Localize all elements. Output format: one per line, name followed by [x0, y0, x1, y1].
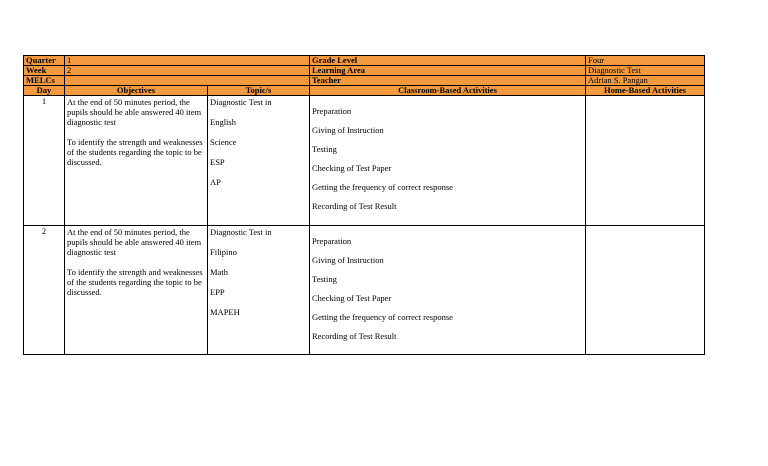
header-row-week — [24, 66, 705, 76]
objective-text: To identify the strength and weaknesses of the students regarding the topic to be discussed. — [67, 267, 203, 297]
day-number: 2 — [24, 226, 65, 355]
activity-item: Preparation — [312, 236, 352, 246]
activity-item: Testing — [312, 274, 337, 284]
topic-item: Diagnostic Test in — [210, 97, 272, 107]
topic-item: ESP — [210, 157, 225, 167]
quarter-label: Quarter — [24, 56, 65, 66]
topic-item: MAPEH — [210, 307, 240, 317]
table-row — [24, 226, 705, 355]
teacher-value: Adrian S. Pangan — [586, 76, 705, 86]
activity-item: Preparation — [312, 106, 352, 116]
activity-item: Recording of Test Result — [312, 201, 397, 211]
activity-item: Giving of Instruction — [312, 125, 384, 135]
learning-area-value: Diagnostic Test — [586, 66, 705, 76]
topics-cell — [208, 96, 310, 226]
column-header-day: Day — [24, 86, 65, 96]
column-header-topics: Topic/s — [208, 86, 310, 96]
topic-item: Filipino — [210, 247, 237, 257]
melcs-value — [65, 76, 310, 86]
column-header-classroom-activities: Classroom-Based Activities — [310, 86, 586, 96]
classroom-activities-cell — [310, 226, 586, 355]
column-header-objectives: Objectives — [65, 86, 208, 96]
melcs-label: MELCs — [24, 76, 65, 86]
topic-item: Math — [210, 267, 228, 277]
grade-level-value: Four — [586, 56, 705, 66]
activity-item: Getting the frequency of correct response — [312, 312, 453, 322]
week-value: 2 — [65, 66, 310, 76]
header-row-melcs — [24, 76, 705, 86]
learning-area-label: Learning Area — [310, 66, 586, 76]
topic-item: EPP — [210, 287, 225, 297]
home-activities-cell — [586, 96, 705, 226]
activity-item: Checking of Test Paper — [312, 163, 392, 173]
day-number: 1 — [24, 96, 65, 226]
activity-item: Testing — [312, 144, 337, 154]
classroom-activities-cell — [310, 96, 586, 226]
table-row — [24, 96, 705, 226]
home-activities-cell — [586, 226, 705, 355]
column-header-home-activities: Home-Based Activities — [586, 86, 705, 96]
header-row-quarter — [24, 56, 705, 66]
week-label: Week — [24, 66, 65, 76]
topic-item: Diagnostic Test in — [210, 227, 272, 237]
objective-text: At the end of 50 minutes period, the pupils should be able answered 40 item diagnostic test — [67, 97, 202, 127]
column-header-row — [24, 86, 705, 96]
activity-item: Giving of Instruction — [312, 255, 384, 265]
activity-item: Checking of Test Paper — [312, 293, 392, 303]
topic-item: AP — [210, 177, 221, 187]
grade-level-label: Grade Level — [310, 56, 586, 66]
lesson-plan-table — [23, 55, 705, 355]
objectives-cell — [65, 226, 208, 355]
objectives-cell — [65, 96, 208, 226]
topic-item: Science — [210, 137, 237, 147]
activity-item: Getting the frequency of correct response — [312, 182, 453, 192]
topics-cell — [208, 226, 310, 355]
teacher-label: Teacher — [310, 76, 586, 86]
topic-item: English — [210, 117, 236, 127]
objective-text: To identify the strength and weaknesses of the students regarding the topic to be discussed. — [67, 137, 203, 167]
activity-item: Recording of Test Result — [312, 331, 397, 341]
quarter-value: 1 — [65, 56, 310, 66]
objective-text: At the end of 50 minutes period, the pupils should be able answered 40 item diagnostic test — [67, 227, 202, 257]
